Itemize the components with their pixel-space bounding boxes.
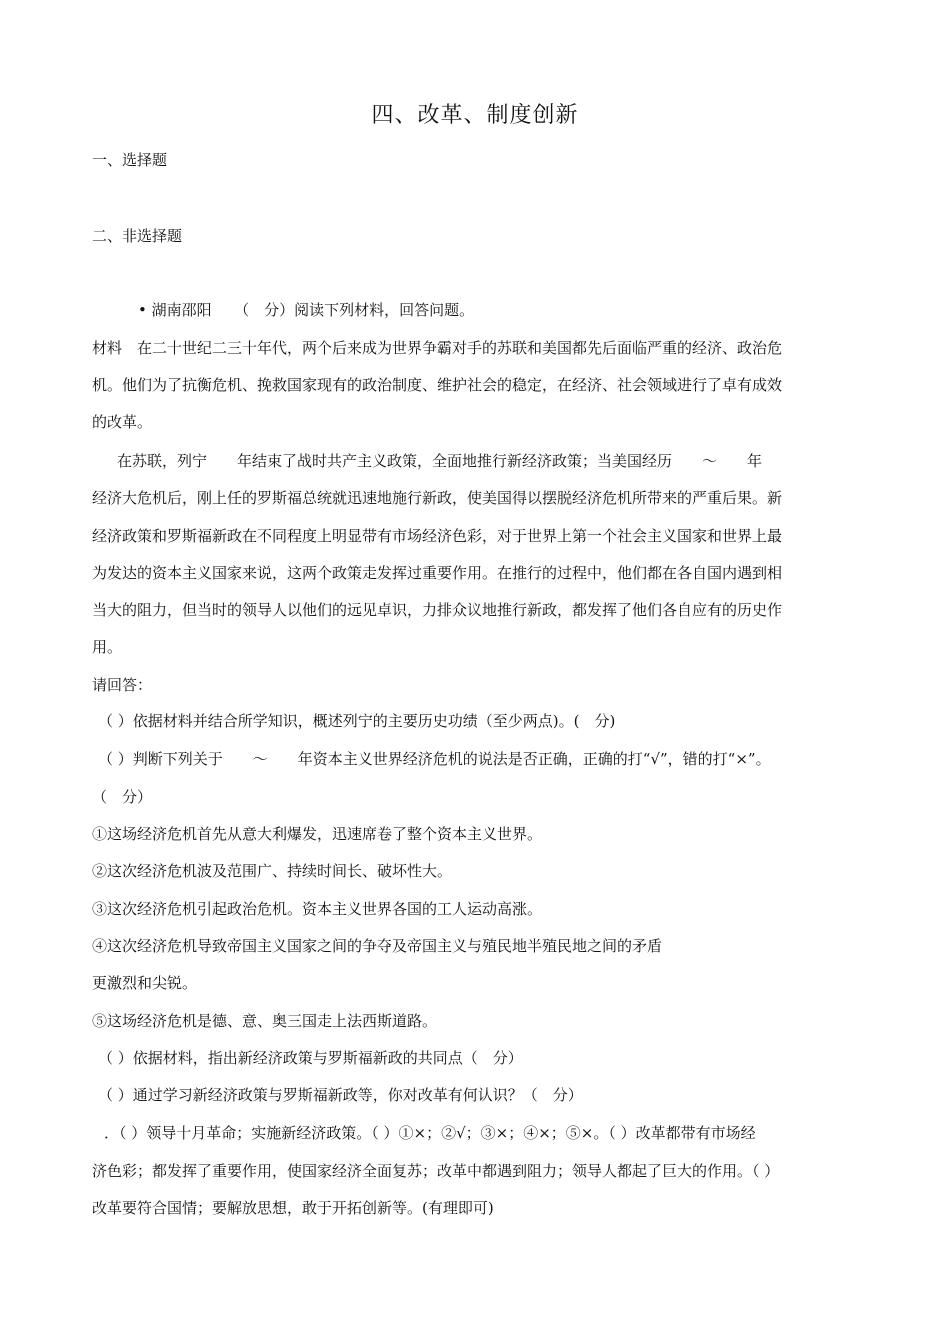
statement-item: ③这次经济危机引起政治危机。资本主义世界各国的工人运动高涨。: [92, 900, 543, 918]
section-heading-nonchoice: 二、非选择题: [92, 227, 183, 245]
material-line: 用。: [92, 638, 123, 656]
material-line: 的改革。: [92, 413, 153, 431]
statement-item: ⑤这场经济危机是德、意、奥三国走上法西斯道路。: [92, 1012, 438, 1030]
answer-line: 改革要符合国情；要解放思想，敢于开拓创新等。(有理即可): [92, 1199, 494, 1217]
question-header: • 湖南邵阳 （ 分）阅读下列材料，回答问题。: [138, 301, 475, 319]
answer-line: ．（ ）领导十月革命；实施新经济政策。（ ）①×；②√；③×；④×；⑤×。（ ）改革都带有市场经: [104, 1124, 756, 1142]
statement-item: ②这次经济危机波及范围广、持续时间长、破坏性大。: [92, 862, 453, 880]
material-line: 当大的阻力，但当时的领导人以他们的远见卓识，力排众议地推行新政，都发挥了他们各自应有的历史作: [92, 601, 783, 619]
answer-prompt: 请回答：: [92, 676, 153, 694]
material-line: 机。他们为了抗衡危机、挽救国家现有的政治制度、维护社会的稳定，在经济、社会领域进行了卓有成效: [92, 376, 783, 394]
material-line: 经济大危机后，刚上任的罗斯福总统就迅速地施行新政，使美国得以摆脱经济危机所带来的严重后果。新: [92, 489, 783, 507]
question-2: （ ）判断下列关于 ～ 年资本主义世界经济危机的说法是否正确，正确的打“√”，错的打“×”。: [98, 750, 771, 768]
question-3: （ ）依据材料，指出新经济政策与罗斯福新政的共同点（ 分）: [98, 1049, 523, 1067]
document-title: 四、改革、制度创新: [371, 103, 579, 128]
material-line: 在苏联，列宁 年结束了战时共产主义政策，全面地推行新经济政策；当美国经历 ～ 年: [117, 452, 763, 470]
statement-item: ④这次经济危机导致帝国主义国家之间的争夺及帝国主义与殖民地半殖民地之间的矛盾: [92, 937, 663, 955]
question-4: （ ）通过学习新经济政策与罗斯福新政等，你对改革有何认识？（ 分）: [98, 1086, 583, 1104]
question-1: （ ）依据材料并结合所学知识，概述列宁的主要历史功绩（至少两点)。( 分): [98, 712, 616, 730]
material-line: 材料 在二十世纪二三十年代，两个后来成为世界争霸对手的苏联和美国都先后面临严重的经济、政治危: [92, 339, 783, 357]
section-heading-choice: 一、选择题: [92, 151, 168, 169]
statement-item: ①这场经济危机首先从意大利爆发，迅速席卷了整个资本主义世界。: [92, 825, 543, 843]
answer-line: 济色彩；都发挥了重要作用，使国家经济全面复苏；改革中都遇到阻力；领导人都起了巨大的作用。（ ）: [92, 1162, 780, 1180]
material-line: 为发达的资本主义国家来说，这两个政策走发挥过重要作用。在推行的过程中，他们都在各自国内遇到相: [92, 564, 783, 582]
material-line: 经济政策和罗斯福新政在不同程度上明显带有市场经济色彩，对于世界上第一个社会主义国家和世界上最: [92, 527, 783, 545]
question-2-score: （ 分）: [92, 788, 153, 806]
statement-item: 更激烈和尖锐。: [92, 974, 198, 992]
